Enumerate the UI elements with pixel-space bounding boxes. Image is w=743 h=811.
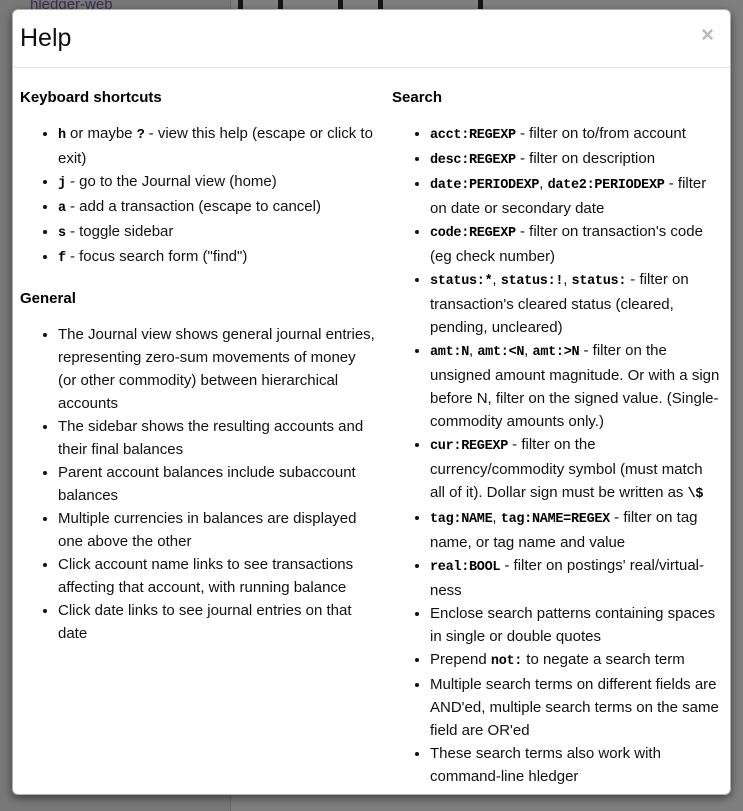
section-heading-search: Search <box>392 89 443 106</box>
text-segment: - filter on date or secondary date <box>430 175 707 217</box>
text-segment: to negate a search term <box>522 651 685 668</box>
search-list <box>392 122 721 788</box>
list-item <box>58 245 376 270</box>
help-modal <box>12 9 731 795</box>
list-item <box>430 673 721 742</box>
list-item <box>430 339 721 433</box>
list-item <box>58 122 376 170</box>
code-term: \$ <box>687 487 704 502</box>
text-segment: Multiple currencies in balances are displayed one above the other <box>58 510 357 550</box>
code-term: not: <box>490 654 523 669</box>
help-column-left <box>20 88 376 664</box>
text-segment: - filter on transaction's cleared status (cleared, pending, uncleared) <box>430 271 689 336</box>
text-segment: - filter on transaction's code (eg check number) <box>430 223 703 265</box>
code-term: cur:REGEXP <box>430 439 509 454</box>
close-icon[interactable]: × <box>701 22 714 47</box>
keyboard-shortcuts-list <box>20 122 376 270</box>
code-term: acct:REGEXP <box>430 128 516 143</box>
list-item <box>430 268 721 339</box>
modal-title: Help <box>20 24 72 52</box>
text-segment: - add a transaction (escape to cancel) <box>65 198 321 215</box>
list-item <box>430 220 721 268</box>
section-heading-keyboard-shortcuts: Keyboard shortcuts <box>20 89 162 106</box>
text-segment: - filter on the unsigned amount magnitude. Or with a sign before N, filter on the signed value. (Single-commodity amounts only.) <box>430 342 720 430</box>
list-item <box>58 461 376 507</box>
text-segment: Parent account balances include subaccount balances <box>58 464 356 504</box>
text-segment: Click date links to see journal entries on that date <box>58 602 352 642</box>
text-segment: - filter on to/from account <box>515 125 686 142</box>
code-term: status: <box>571 274 627 289</box>
list-item <box>58 507 376 553</box>
code-term: status:* <box>430 274 493 289</box>
list-item <box>430 433 721 506</box>
text-segment: - filter on the currency/commodity symbol (must match all of it). Dollar sign must be written as <box>430 436 703 501</box>
section-heading-general: General <box>20 290 76 307</box>
code-term: j <box>58 176 66 191</box>
code-term: amt:>N <box>532 345 580 360</box>
text-segment: - view this help (escape or click to exit) <box>58 125 373 167</box>
code-term: date:PERIODEXP <box>430 178 540 193</box>
list-item <box>430 554 721 602</box>
code-term: tag:NAME <box>430 512 493 527</box>
list-item <box>430 648 721 673</box>
text-segment: , <box>469 342 478 359</box>
list-item <box>430 602 721 648</box>
list-item <box>430 122 721 147</box>
text-segment: The sidebar shows the resulting accounts and their final balances <box>58 418 364 458</box>
text-segment: These search terms also work with command-line hledger <box>430 745 661 785</box>
code-term: code:REGEXP <box>430 226 516 241</box>
text-segment: The Journal view shows general journal entries, representing zero-sum movements of money (or other commodity) between hierarchical accounts <box>58 326 375 412</box>
text-segment: - focus search form ("find") <box>65 248 248 265</box>
code-term: a <box>58 201 66 216</box>
text-segment: , <box>539 175 548 192</box>
code-term: real:BOOL <box>430 560 501 575</box>
code-term: tag:NAME=REGEX <box>500 512 610 527</box>
text-segment: - filter on postings' real/virtual-ness <box>430 557 704 599</box>
list-item <box>430 506 721 554</box>
list-item <box>430 147 721 172</box>
text-segment: , <box>563 271 572 288</box>
text-segment: Enclose search patterns containing spaces in single or double quotes <box>430 605 716 645</box>
modal-body <box>13 68 730 795</box>
code-term: s <box>58 226 66 241</box>
text-segment: - filter on tag name, or tag name and value <box>430 509 698 551</box>
text-segment: - go to the Journal view (home) <box>65 173 277 190</box>
code-term: amt:N <box>430 345 470 360</box>
list-item <box>58 170 376 195</box>
code-term: amt:<N <box>477 345 525 360</box>
text-segment: Click account name links to see transactions affecting that account, with running balance <box>58 556 354 596</box>
list-item <box>430 172 721 220</box>
code-term: date2:PERIODEXP <box>547 178 665 193</box>
text-segment: or maybe <box>65 125 137 142</box>
general-list <box>20 323 376 645</box>
code-term: ? <box>136 128 145 143</box>
list-item <box>58 323 376 415</box>
text-segment: - toggle sidebar <box>65 223 174 240</box>
text-segment: Multiple search terms on different fields are AND'ed, multiple search terms on the same field are OR'ed <box>430 676 719 739</box>
list-item <box>430 742 721 788</box>
text-segment: Prepend <box>430 651 491 668</box>
code-term: status:! <box>500 274 564 289</box>
text-segment: - filter on description <box>515 150 656 167</box>
text-segment: , <box>492 509 501 526</box>
list-item <box>58 415 376 461</box>
list-item <box>58 195 376 220</box>
list-item <box>58 553 376 599</box>
text-segment: , <box>524 342 533 359</box>
modal-header <box>13 10 730 68</box>
code-term: f <box>58 251 66 266</box>
help-column-right <box>392 88 721 795</box>
list-item <box>58 220 376 245</box>
code-term: h <box>58 128 66 143</box>
list-item <box>58 599 376 645</box>
code-term: desc:REGEXP <box>430 153 516 168</box>
text-segment: , <box>492 271 501 288</box>
